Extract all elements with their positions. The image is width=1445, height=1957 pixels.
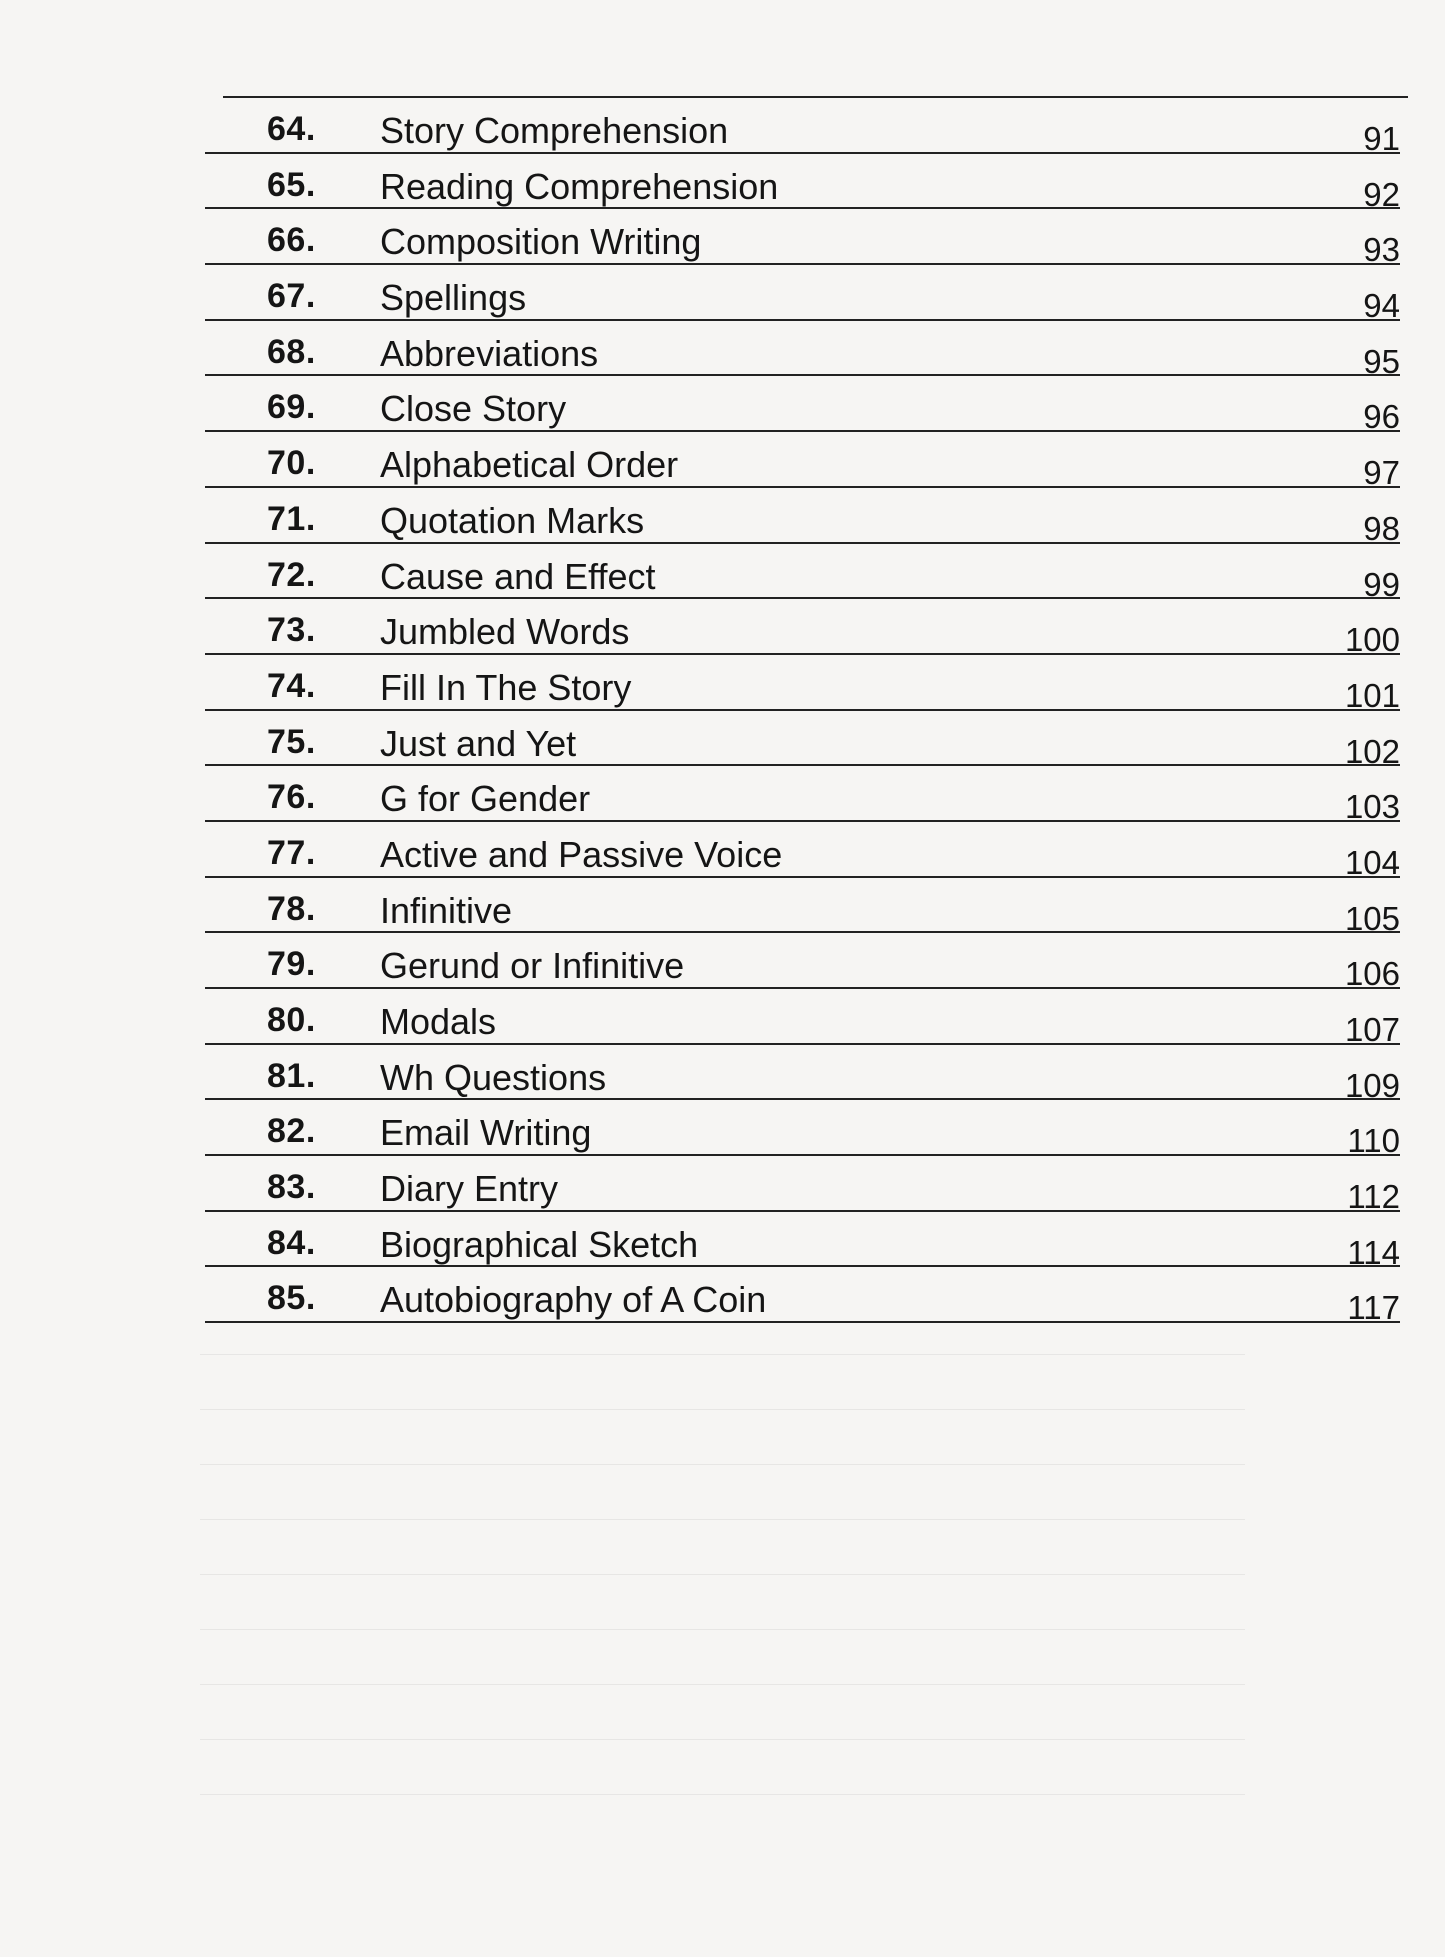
entry-page-number: 94 [1363,287,1400,325]
entry-number: 81. [267,1056,316,1095]
entry-title: Spellings [380,277,527,319]
toc-entry [205,209,1400,269]
toc-entry [205,1212,1400,1271]
entry-number: 74. [267,666,316,705]
toc-entry [205,265,1400,325]
entry-title: Abbreviations [380,332,599,374]
toc-entry [205,933,1400,993]
toc-entry [205,1100,1400,1160]
entry-page-number: 112 [1347,1178,1400,1216]
entry-number: 79. [267,945,316,984]
entry-title: Email Writing [380,1112,592,1154]
toc-entry [205,711,1400,770]
toc-entry [205,154,1400,213]
toc-entry [205,822,1400,881]
toc-entry [205,544,1400,603]
entry-number: 84. [267,1223,316,1262]
entry-title: Fill In The Story [380,666,632,708]
entry-page-number: 95 [1363,342,1400,380]
toc-entry [205,376,1400,436]
entry-number: 65. [267,165,316,204]
toc-entry [205,321,1400,380]
toc-entry [205,989,1400,1048]
entry-title: Gerund or Infinitive [380,945,685,987]
entry-title: Cause and Effect [380,555,656,597]
entry-page-number: 107 [1344,1011,1400,1048]
entry-number: 75. [267,722,316,761]
entry-page-number: 109 [1344,1066,1400,1104]
entry-title: Reading Comprehension [380,165,779,207]
entry-number: 76. [267,778,316,817]
toc-entry [205,766,1400,826]
entry-title: Wh Questions [380,1056,607,1098]
entry-page-number: 114 [1347,1233,1400,1271]
entry-title: Biographical Sketch [380,1223,699,1265]
entry-number: 70. [267,444,316,483]
entry-page-number: 98 [1363,509,1400,547]
entry-number: 71. [267,499,316,538]
entry-title: Diary Entry [380,1168,559,1210]
toc-entry [205,488,1400,547]
show-through-lines [0,1300,1445,1900]
entry-title: Quotation Marks [380,499,645,541]
entry-title: Autobiography of A Coin [380,1279,767,1321]
entry-number: 80. [267,1001,316,1039]
entry-title: Alphabetical Order [380,444,679,486]
entry-page-number: 100 [1344,621,1400,659]
entry-page-number: 99 [1363,565,1400,603]
entry-number: 82. [267,1112,316,1151]
toc-rows [205,98,1400,1327]
entry-title: G for Gender [380,778,591,820]
toc-entry [205,98,1400,157]
entry-number: 77. [267,833,316,872]
entry-title: Infinitive [380,889,513,931]
entry-page-number: 102 [1344,732,1400,770]
entry-page-number: 103 [1344,788,1400,826]
entry-number: 85. [267,1279,316,1318]
entry-number: 68. [267,332,316,371]
entry-number: 78. [267,889,316,928]
entry-number: 67. [267,277,316,316]
entry-number: 69. [267,388,316,427]
entry-title: Just and Yet [380,722,577,764]
toc-entry [205,655,1400,714]
toc-entry [205,1045,1400,1104]
table-of-contents [205,96,1400,1327]
entry-page-number: 110 [1347,1122,1400,1160]
entry-number: 72. [267,555,316,594]
entry-number: 64. [267,110,316,148]
entry-number: 83. [267,1168,316,1207]
toc-entry [205,432,1400,492]
entry-number: 73. [267,611,316,650]
entry-title: Active and Passive Voice [380,833,783,875]
toc-entry [205,878,1400,937]
entry-page-number: 97 [1363,454,1400,492]
entry-title: Composition Writing [380,221,702,263]
entry-page-number: 91 [1363,120,1400,157]
entry-page-number: 104 [1344,843,1400,881]
entry-number: 66. [267,221,316,260]
entry-page-number: 96 [1363,398,1400,436]
toc-entry [205,599,1400,659]
entry-title: Modals [380,1001,497,1042]
entry-page-number: 92 [1363,175,1400,213]
toc-entry [205,1156,1400,1216]
entry-page-number: 105 [1344,899,1400,937]
entry-title: Close Story [380,388,567,430]
entry-page-number: 106 [1344,955,1400,993]
entry-title: Jumbled Words [380,611,630,653]
entry-page-number: 117 [1347,1289,1400,1327]
entry-page-number: 93 [1363,231,1400,269]
entry-title: Story Comprehension [380,110,729,151]
entry-page-number: 101 [1344,676,1400,714]
